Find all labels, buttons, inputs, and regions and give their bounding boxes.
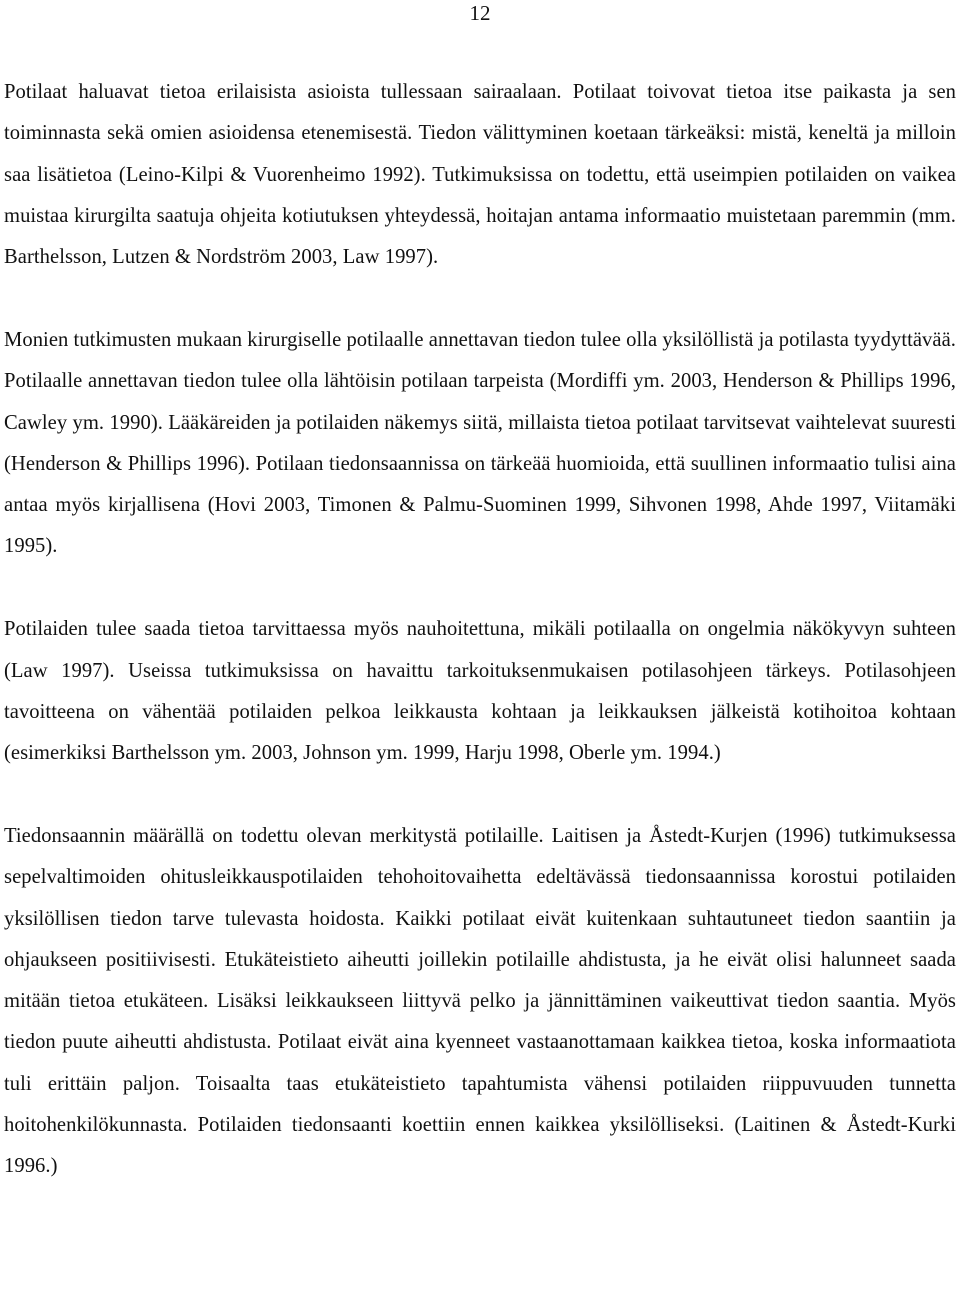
paragraph: Tiedonsaannin määrällä on todettu olevan merkitystä potilaille. Laitisen ja Åstedt-Kurjen (1996) tutkimuksessa sepelvaltimoiden ohitusleikkauspotilaiden tehohoitovaihetta edeltävässä tiedonsaannissa korostui potilaiden yksilöllisen tiedon tarve tulevasta hoidosta. Kaikki potilaat eivät kuitenkaan suhtautuneet tiedon saantiin ja ohjaukseen positiivisesti. Etukäteistieto aiheutti joillekin potilaille ahdistusta, ja he eivät olisi halunneet saada mitään tietoa etukäteen. Lisäksi leikkaukseen liittyvä pelko ja jännittäminen vaikeuttivat tiedon saantia. Myös tiedon puute aiheutti ahdistusta. Potilaat eivät aina kyenneet vastaanottamaan kaikkea tietoa, koska informaatiota tuli erittäin paljon. Toisaalta taas etukäteistieto tapahtumista vähensi potilaiden riippuvuuden tunnetta hoitohenkilökunnasta. Potilaiden tiedonsaanti koettiin ennen kaikkea yksilölliseksi. (Laitinen & Åstedt-Kurki 1996.) [4, 824, 956, 1178]
page-number: 12 [469, 1, 491, 25]
paragraph: Potilaat haluavat tietoa erilaisista asioista tullessaan sairaalaan. Potilaat toivovat tietoa itse paikasta ja sen toiminnasta sekä omien asioidensa etenemisestä. Tiedon välittyminen koetaan tärkeäksi: mistä, keneltä ja milloin saa lisätietoa (Leino-Kilpi & Vuorenheimo 1992). Tutkimuksissa on todettu, että useimpien potilaiden on vaikea muistaa kirurgilta saatuja ohjeita kotiutuksen yhteydessä, hoitajan antama informaatio muistetaan paremmin (mm. Barthelsson, Lutzen & Nordström 2003, Law 1997). [4, 81, 956, 269]
paragraph-spacer [4, 568, 956, 610]
paragraph: Monien tutkimusten mukaan kirurgiselle potilaalle annettavan tiedon tulee olla yksilöllistä ja potilasta tyydyttävää. Potilaalle annettavan tiedon tulee olla lähtöisin potilaan tarpeista (Mordiffi ym. 2003, Henderson & Phillips 1996, Cawley ym. 1990). Lääkäreiden ja potilaiden näkemys siitä, millaista tietoa potilaat tarvitsevat vaihtelevat suuresti (Henderson & Phillips 1996). Potilaan tiedonsaannissa on tärkeää huomioida, että suullinen informaatio tulisi aina antaa myös kirjallisena (Hovi 2003, Timonen & Palmu-Suominen 1999, Sihvonen 1998, Ahde 1997, Viitamäki 1995). [4, 328, 956, 558]
paragraph-spacer [4, 774, 956, 816]
paragraph: Potilaiden tulee saada tietoa tarvittaessa myös nauhoitettuna, mikäli potilaalla on ongelmia näkökyvyn suhteen (Law 1997). Useissa tutkimuksissa on havaittu tarkoituksenmukaisen potilasohjeen tärkeys. Potilasohjeen tavoitteena on vähentää potilaiden pelkoa leikkausta kohtaan ja leikkauksen jälkeistä kotihoitoa kohtaan (esimerkiksi Barthelsson ym. 2003, Johnson ym. 1999, Harju 1998, Oberle ym. 1994.) [4, 618, 956, 765]
document-body [4, 72, 956, 1188]
paragraph-spacer [4, 278, 956, 320]
